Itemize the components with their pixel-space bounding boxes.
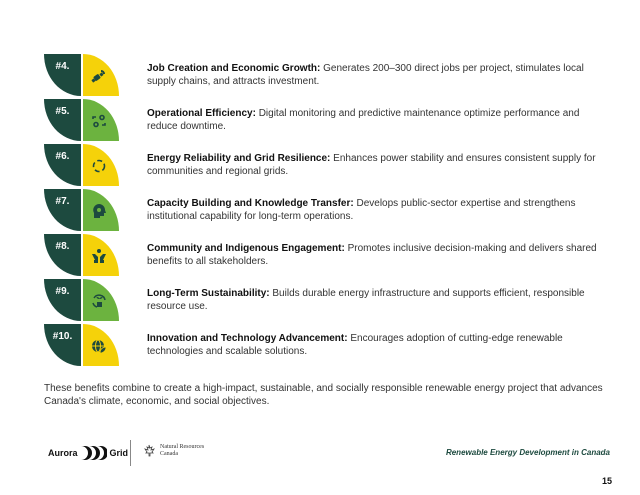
benefit-row-4 [44,54,604,96]
icon-tile [83,189,119,231]
plant-recycle-icon [91,293,107,309]
benefit-row-7 [44,189,604,231]
benefit-text [147,63,597,88]
benefit-number: #10. [52,331,73,342]
document-title: Renewable Energy Development in Canada [445,448,610,457]
cycle-arrows-icon [91,158,107,174]
benefit-description: Encourages adoption of cutting-edge renewable technologies and scalable solutions. [147,333,563,357]
icon-tile [83,324,119,366]
benefit-text [147,288,597,313]
logo-text-right: Grid [109,448,129,458]
icon-tile [83,279,119,321]
plug-icon [91,68,107,84]
natural-resources-canada-logo [142,444,204,458]
number-badge [44,99,81,141]
benefit-row-5 [44,99,604,141]
aurora-grid-logo [48,446,128,460]
benefit-title: Community and Indigenous Engagement: [147,243,345,254]
benefit-description: Enhances power stability and ensures consistent supply for communities and regional grids. [147,153,596,177]
number-badge [44,279,81,321]
partner-name [160,444,204,458]
benefit-title: Innovation and Technology Advancement: [147,333,348,344]
globe-leaf-icon [91,338,107,354]
benefit-number: #8. [55,241,70,252]
number-badge [44,234,81,276]
benefit-number: #7. [55,196,70,207]
benefit-title: Job Creation and Economic Growth: [147,63,321,74]
benefit-row-6 [44,144,604,186]
benefit-text [147,198,597,223]
benefit-description: Builds durable energy infrastructure and supports efficient, responsible resource use. [147,288,585,312]
benefit-text [147,108,597,133]
summary-paragraph: These benefits combine to create a high-impact, sustainable, and socially responsible renewable energy project that advances Canada's climate, economic, and social objectives. [44,383,603,407]
benefit-title: Long-Term Sustainability: [147,288,270,299]
icon-tile [83,144,119,186]
benefit-description: Develops public-sector expertise and strengthens institutional capability for long-term operations. [147,198,576,222]
benefit-text [147,333,597,358]
benefit-title: Capacity Building and Knowledge Transfer: [147,198,354,209]
number-badge [44,144,81,186]
benefit-title: Operational Efficiency: [147,108,256,119]
benefit-text [147,243,597,268]
benefit-description: Generates 200–300 direct jobs per project, stimulates local supply chains, and attracts investment. [147,63,584,87]
page-number: 15 [601,476,612,486]
benefit-title: Energy Reliability and Grid Resilience: [147,153,331,164]
benefit-row-8 [44,234,604,276]
logo-text-left: Aurora [48,448,78,458]
maple-leaf-icon [142,444,156,458]
triple-chevron-icon [81,446,107,460]
icon-tile [83,234,119,276]
icon-tile [83,54,119,96]
benefit-description: Promotes inclusive decision-making and delivers shared benefits to all stakeholders. [147,243,597,267]
gears-cycle-icon [91,113,107,129]
benefit-text [147,153,597,178]
hands-people-icon [91,248,107,264]
benefit-number: #9. [55,286,70,297]
footer-divider [130,440,131,466]
benefit-number: #5. [55,106,70,117]
number-badge [44,54,81,96]
partner-line-2: Canada [160,451,178,457]
benefit-number: #6. [55,151,70,162]
number-badge [44,324,81,366]
number-badge [44,189,81,231]
benefit-row-9 [44,279,604,321]
benefit-number: #4. [55,61,70,72]
partner-line-1: Natural Resources [160,444,205,450]
icon-tile [83,99,119,141]
benefit-description: Digital monitoring and predictive maintenance optimize performance and reduce downtime. [147,108,580,132]
benefit-row-10 [44,324,604,366]
head-lightbulb-icon [91,203,107,219]
